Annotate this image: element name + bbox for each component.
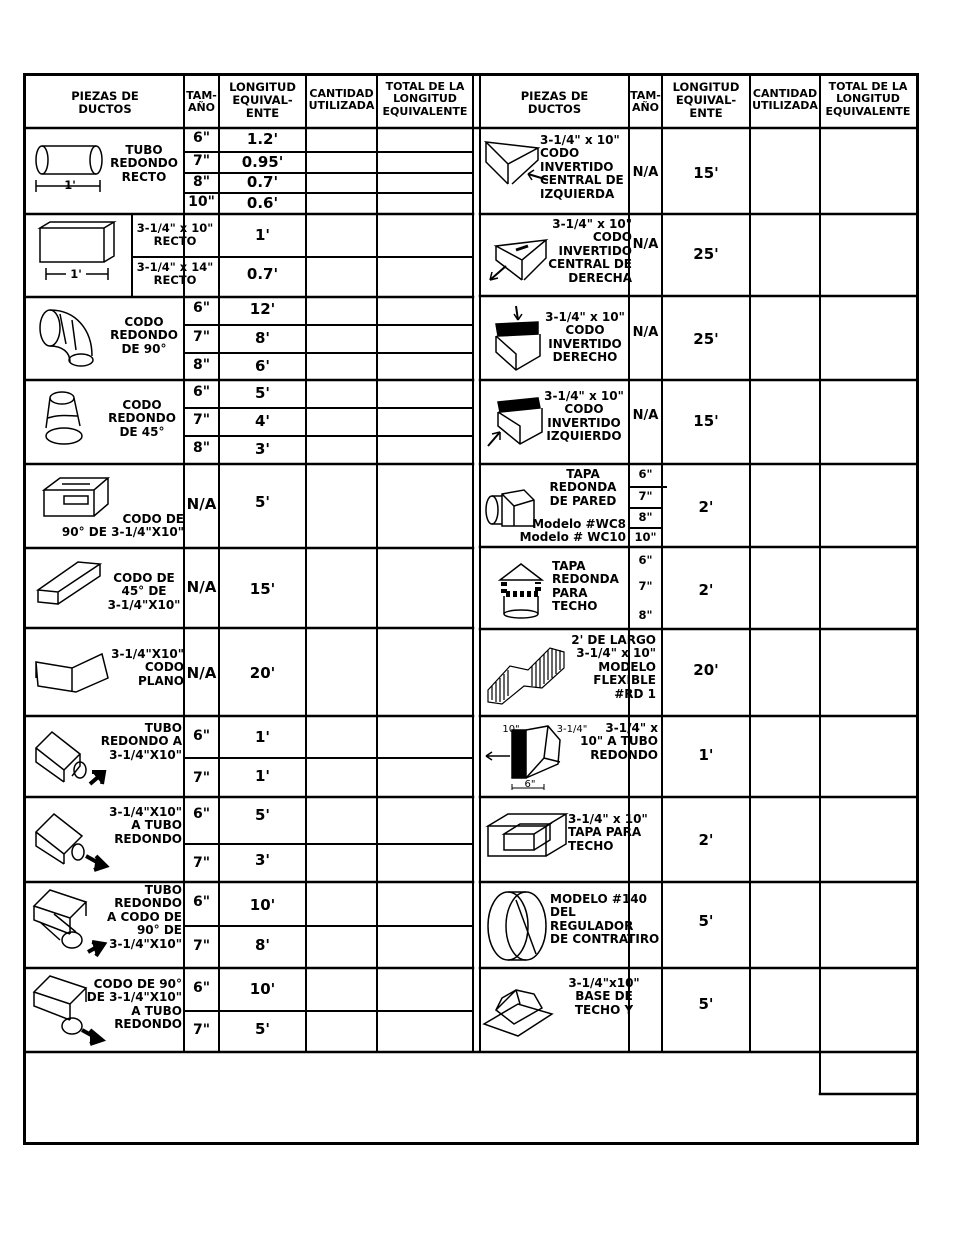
inv-izq-label: 3-1/4" x 10" CODO INVERTIDO CENTRAL DE IZQUIERDA — [540, 133, 624, 201]
header-longitud-right: LONGITUD EQUIVAL- ENTE — [672, 80, 740, 120]
length-cell: 6' — [254, 357, 271, 375]
size-cell: 8" — [192, 357, 211, 373]
dim-left: 10" — [502, 724, 520, 735]
codo45-rect-label: CODO DE 45° DE 3-1/4"X10" — [107, 571, 181, 612]
size-cell: 8" — [192, 440, 211, 456]
size-cell: 6" — [192, 980, 211, 996]
tapa-pared-label: TAPA REDONDA DE PARED — [549, 467, 617, 508]
size-cell: 7" — [192, 938, 211, 954]
tubo-a-codo-label: TUBO REDONDO A CODO DE 90° DE 3-1/4"X10" — [107, 883, 182, 951]
length-cell: 25' — [693, 245, 719, 263]
length-cell: 5' — [698, 912, 714, 930]
length-cell: 25' — [693, 330, 719, 348]
codo90-label: CODO REDONDO DE 90° — [110, 315, 178, 356]
length-cell: 0.7' — [246, 265, 279, 283]
length-cell: 15' — [693, 164, 719, 182]
length-cell: 8' — [254, 936, 271, 954]
length-cell: 1' — [254, 767, 271, 785]
roof-cap-icon — [496, 560, 546, 620]
duct-equivalent-length-table — [23, 73, 919, 1145]
rect-elbow-45-icon — [34, 556, 108, 606]
size-cell: N/A — [186, 664, 217, 682]
codo45-label: CODO REDONDO DE 45° — [108, 398, 176, 439]
size-cell: 6" — [192, 130, 211, 146]
inv-izquierdo-label: 3-1/4" x 10" CODO INVERTIDO IZQUIERDO — [544, 389, 624, 444]
size-cell: N/A — [186, 495, 217, 513]
length-cell: 4' — [254, 412, 271, 430]
size-cell: 7" — [192, 1022, 211, 1038]
tubo-a-rect-label: TUBO REDONDO A 3-1/4"X10" — [100, 721, 182, 762]
roof-base-icon — [480, 974, 556, 1040]
header-total: TOTAL DE LA LONGITUD EQUIVALENTE — [382, 80, 468, 118]
length-cell: 1' — [254, 728, 271, 746]
header-piezas-right: PIEZAS DE DUCTOS — [520, 89, 589, 116]
header-piezas: PIEZAS DE DUCTOS — [71, 89, 139, 116]
dim-top: 3-1/4" — [556, 724, 588, 735]
size-cell: 7" — [192, 153, 211, 169]
size-cell: 6" — [192, 806, 211, 822]
inv-derecho-label: 3-1/4" x 10" CODO INVERTIDO DERECHO — [545, 310, 625, 365]
size-cell: 6" — [638, 467, 653, 481]
base-techo-label: 3-1/4"x10" BASE DE TECHO Y — [568, 976, 640, 1017]
size-cell: 6" — [638, 553, 653, 567]
recto-14-label: 3-1/4" x 14" RECTO — [136, 260, 214, 287]
size-cell: N/A — [186, 578, 217, 596]
header-tamano-right: TAM- AÑO — [630, 89, 661, 115]
length-cell: 10' — [249, 896, 276, 914]
tapa-techo-label: TAPA REDONDA PARA TECHO — [552, 559, 619, 614]
size-cell: 6" — [192, 300, 211, 316]
inv-der-label: 3-1/4" x 10" CODO INVERTIDO CENTRAL DE DERECHA — [548, 217, 632, 285]
length-cell: 3' — [254, 851, 271, 869]
length-cell: 0.7' — [246, 173, 279, 191]
size-cell: 10" — [188, 194, 215, 210]
size-cell: 8" — [192, 174, 211, 190]
length-cell: 8' — [254, 329, 271, 347]
regulador-label: MODELO #140 DEL REGULADOR DE CONTRATIRO — [550, 892, 660, 947]
length-cell: 5' — [698, 995, 714, 1013]
header-tamano: TAM- AÑO — [186, 89, 217, 115]
length-cell: 0.95' — [241, 153, 284, 171]
size-cell: N/A — [632, 325, 659, 340]
size-cell: 7" — [192, 412, 211, 428]
size-cell: 6" — [192, 384, 211, 400]
length-cell: 1' — [698, 746, 714, 764]
rect-roof-cap-icon — [484, 806, 574, 872]
length-cell: 2' — [698, 498, 714, 516]
dim-bottom: 6" — [524, 779, 536, 790]
size-cell: 7" — [192, 770, 211, 786]
recto-10-label: 3-1/4" x 10" RECTO — [136, 221, 214, 248]
header-total-right: TOTAL DE LA LONGITUD EQUIVALENTE — [825, 80, 911, 118]
size-cell: N/A — [632, 408, 659, 423]
length-cell: 20' — [249, 664, 276, 682]
size-cell: 10" — [634, 530, 657, 544]
tapa-techo-rect-label: 3-1/4" x 10" TAPA PARA TECHO — [568, 812, 648, 853]
length-cell: 10' — [249, 980, 276, 998]
length-cell: 2' — [698, 581, 714, 599]
flat-elbow-icon — [32, 648, 112, 704]
size-cell: 6" — [192, 728, 211, 744]
size-cell: 6" — [192, 894, 211, 910]
header-longitud: LONGITUD EQUIVAL- ENTE — [229, 80, 296, 120]
tubo-recto-label: TUBO REDONDO RECTO — [110, 143, 178, 184]
a-tubo-label: 3-1/4" x 10" A TUBO REDONDO — [580, 721, 658, 762]
length-cell: 5' — [254, 1020, 271, 1038]
tapa-pared-models: Modelo #WC8 Modelo # WC10 — [519, 517, 626, 545]
length-cell: 15' — [693, 412, 719, 430]
codo90-rect-label: CODO DE 90° DE 3-1/4"X10" — [61, 512, 184, 540]
length-cell: 15' — [249, 580, 276, 598]
header-cantidad-right: CANTIDAD UTILIZADA — [752, 87, 818, 113]
length-cell: 12' — [249, 300, 276, 318]
round-elbow-90-icon — [36, 304, 96, 372]
flexible-label: 2' DE LARGO 3-1/4" x 10" MODELO FLEXIBLE #RD 1 — [571, 633, 656, 701]
length-cell: 20' — [693, 661, 719, 679]
size-cell: 7" — [192, 329, 211, 345]
length-cell: 1' — [254, 226, 271, 244]
size-cell: 7" — [638, 579, 653, 593]
length-cell: 5' — [254, 493, 271, 511]
backdraft-damper-icon — [482, 886, 552, 966]
length-cell: 2' — [698, 831, 714, 849]
size-cell: 8" — [638, 608, 653, 622]
duct-dimension: 1' — [66, 268, 86, 281]
length-cell: 5' — [254, 806, 271, 824]
pipe-dimension: 1' — [64, 178, 76, 192]
round-elbow-45-icon — [40, 386, 88, 454]
rect-a-tubo-label: 3-1/4"X10" A TUBO REDONDO — [109, 805, 182, 846]
codo-a-tubo-label: CODO DE 90° DE 3-1/4"X10" A TUBO REDONDO — [86, 977, 182, 1032]
size-cell: 8" — [638, 510, 653, 524]
length-cell: 0.6' — [246, 194, 279, 212]
size-cell: 7" — [192, 855, 211, 871]
length-cell: 5' — [254, 384, 271, 402]
size-cell: N/A — [632, 237, 659, 252]
size-cell: N/A — [632, 165, 659, 180]
size-cell: 7" — [638, 489, 653, 503]
length-cell: 3' — [254, 440, 271, 458]
inverted-right-elbow-icon — [486, 304, 550, 374]
codo-plano-label: 3-1/4"X10" CODO PLANO — [111, 647, 184, 688]
length-cell: 1.2' — [246, 130, 279, 148]
header-cantidad: CANTIDAD UTILIZADA — [308, 87, 375, 113]
